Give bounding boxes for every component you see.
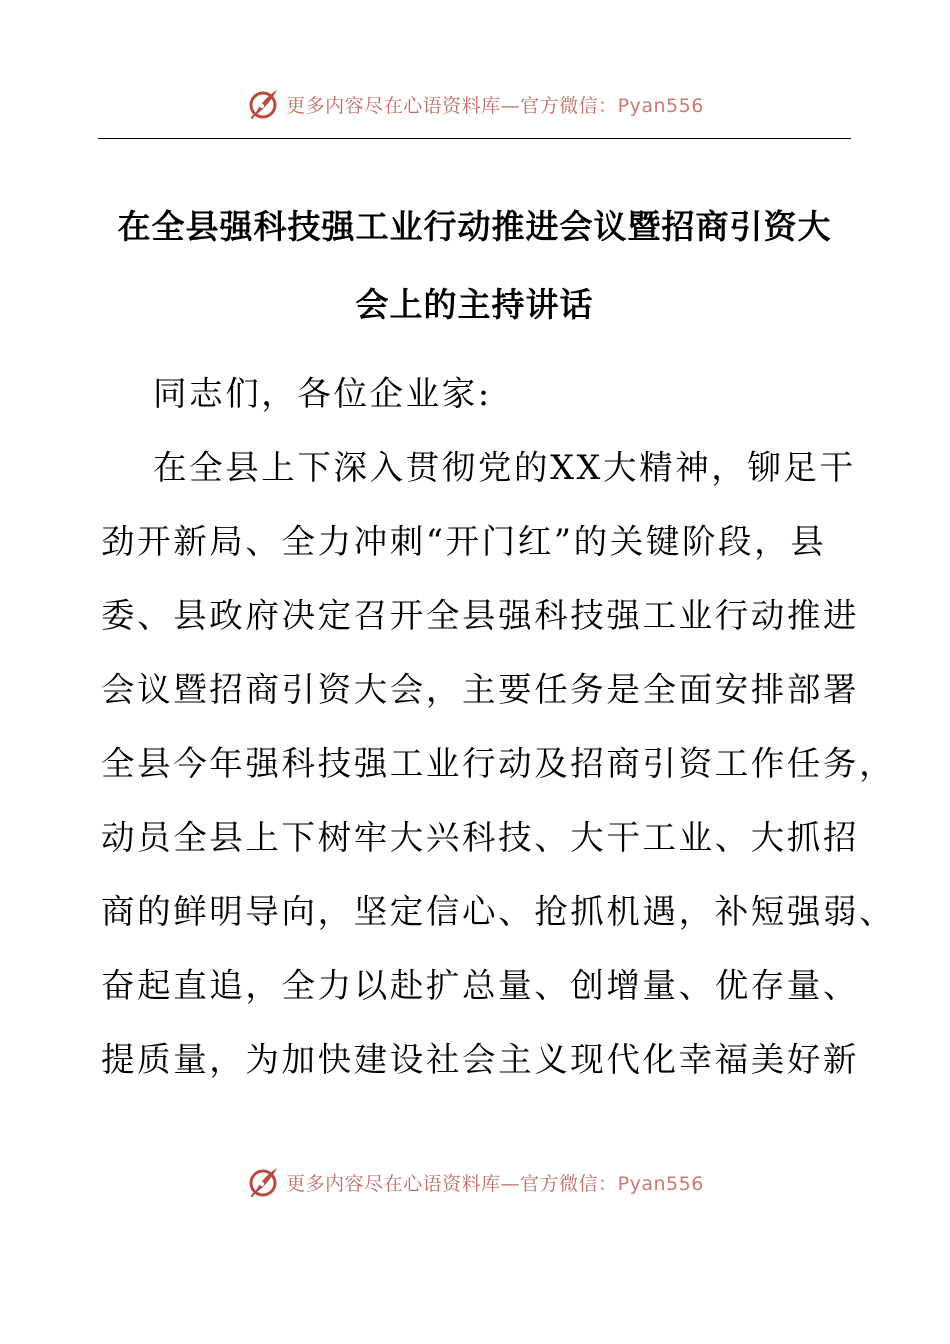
banner-text bbox=[286, 91, 704, 118]
header-divider bbox=[98, 138, 851, 139]
banner-wechat-id: Pyan556 bbox=[617, 1172, 704, 1195]
quill-pen-logo-icon bbox=[246, 1165, 280, 1199]
paragraph-line: 商的鲜明导向，坚定信心、抢抓机遇，补短强弱、 bbox=[101, 892, 896, 931]
footer-banner bbox=[0, 1162, 950, 1202]
title-line: 会上的主持讲话 bbox=[355, 285, 594, 324]
banner-text bbox=[286, 1169, 704, 1196]
document-body bbox=[101, 357, 896, 1097]
paragraph-line: 全县今年强科技强工业行动及招商引资工作任务， bbox=[101, 744, 896, 783]
greeting: 同志们，各位企业家: bbox=[153, 374, 492, 413]
banner-promo-text: 更多内容尽在心语资料库—官方微信： bbox=[286, 94, 618, 117]
paragraph-line: 委、县政府决定召开全县强科技强工业行动推进 bbox=[101, 596, 860, 635]
quill-pen-logo-icon bbox=[246, 87, 280, 121]
paragraph-line: 奋起直追，全力以赴扩总量、创增量、优存量、 bbox=[101, 966, 860, 1005]
paragraph-line: 会议暨招商引资大会，主要任务是全面安排部署 bbox=[101, 670, 860, 709]
paragraph-line: 在全县上下深入贯彻党的XX大精神，铆足干 bbox=[153, 448, 856, 487]
document-title bbox=[98, 188, 851, 344]
paragraph-line: 提质量，为加快建设社会主义现代化幸福美好新 bbox=[101, 1040, 860, 1079]
banner-promo-text: 更多内容尽在心语资料库—官方微信： bbox=[286, 1172, 618, 1195]
paragraph-line: 劲开新局、全力冲刺“开门红”的关键阶段，县 bbox=[101, 522, 827, 561]
title-line: 在全县强科技强工业行动推进会议暨招商引资大 bbox=[117, 207, 832, 246]
header-banner bbox=[0, 84, 950, 124]
paragraph-line: 动员全县上下树牢大兴科技、大干工业、大抓招 bbox=[101, 818, 860, 857]
banner-wechat-id: Pyan556 bbox=[617, 94, 704, 117]
